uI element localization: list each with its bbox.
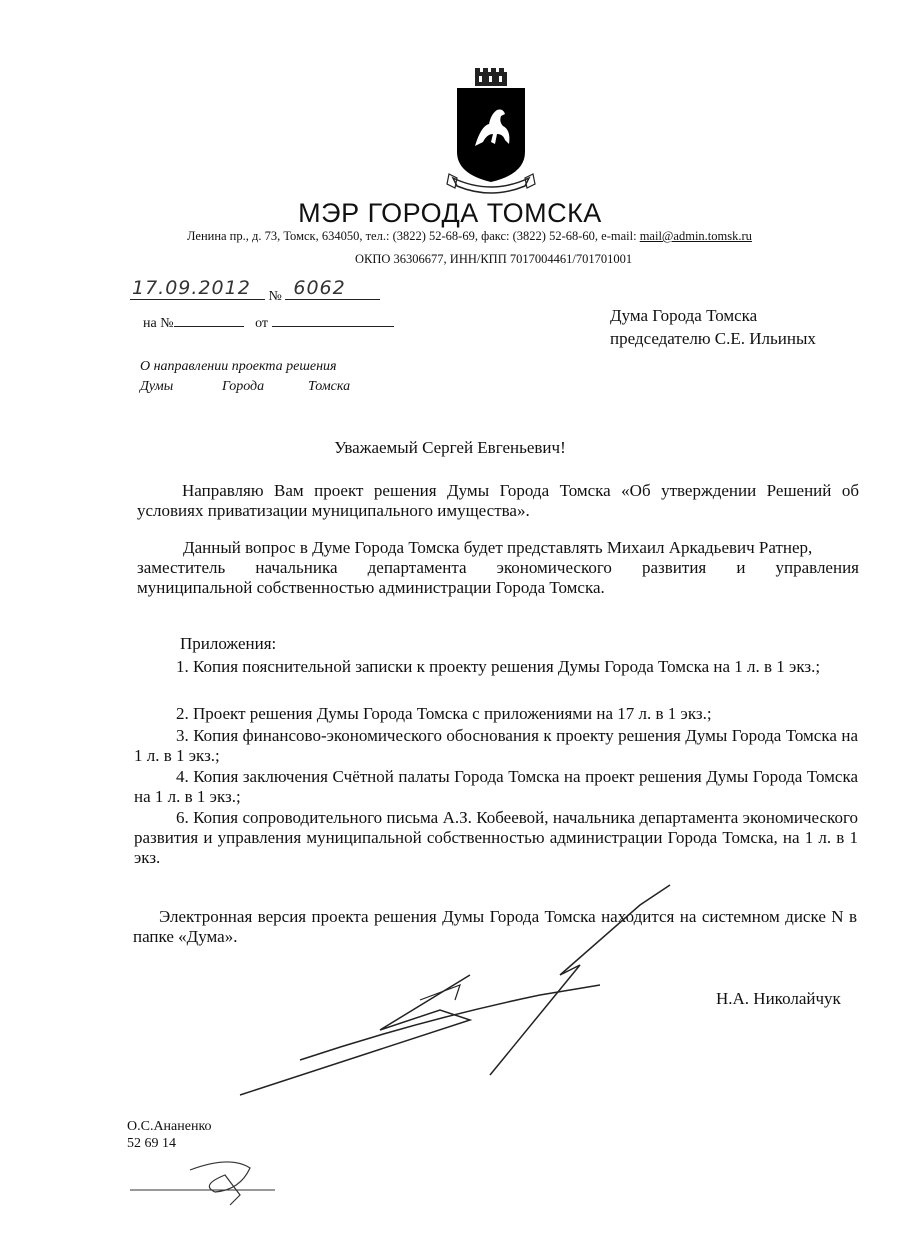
body-paragraph: Направляю Вам проект решения Думы Города Томска «Об утверждении Решений об условиях приватизации муниципального имущества». bbox=[137, 481, 859, 520]
electronic-version-note: Электронная версия проекта решения Думы Города Томска находится на системном диске N в папке «Дума». bbox=[133, 907, 857, 946]
paragraph-line: Данный вопрос в Думе Города Томска будет представлять Михаил Аркадьевич Ратнер, bbox=[183, 538, 813, 557]
executor-block bbox=[127, 1118, 212, 1152]
greeting: Уважаемый Сергей Евгеньевич! bbox=[334, 438, 566, 457]
ref-label: на № bbox=[143, 316, 174, 331]
number-label: № bbox=[268, 289, 282, 304]
handwritten-number: 6062 bbox=[293, 277, 346, 299]
paragraph-line: заместитель начальника департамента экономического развития и управления bbox=[137, 558, 859, 577]
subject-word: Думы bbox=[140, 379, 174, 394]
organization-codes: ОКПО 36306677, ИНН/КПП 7017004461/701701001 bbox=[355, 252, 633, 266]
attachment-item: 2. Проект решения Думы Города Томска с приложениями на 17 л. в 1 экз.; bbox=[176, 704, 712, 723]
subject-word: Города bbox=[222, 379, 265, 394]
recipient-org: Дума Города Томска bbox=[610, 306, 758, 325]
attachment-item: 4. Копия заключения Счётной палаты Города Томска на проект решения Думы Города Томска на 1 л. в 1 экз.; bbox=[134, 767, 858, 806]
attachments-heading: Приложения: bbox=[180, 634, 277, 653]
executor-phone: 52 69 14 bbox=[127, 1136, 176, 1151]
email-link[interactable]: mail@admin.tomsk.ru bbox=[639, 229, 752, 243]
subject-word: Томска bbox=[308, 379, 351, 394]
attachment-item: 3. Копия финансово-экономического обоснования к проекту решения Думы Города Томска на 1 л. в 1 экз.; bbox=[134, 726, 858, 765]
attachment-item: 1. Копия пояснительной записки к проекту решения Думы Города Томска на 1 л. в 1 экз.; bbox=[176, 657, 821, 676]
signer-name: Н.А. Николайчук bbox=[716, 989, 841, 1008]
executor-name: О.С.Ананенко bbox=[127, 1119, 212, 1134]
handwritten-date: 17.09.2012 bbox=[132, 277, 251, 299]
subject-line1: О направлении проекта решения bbox=[140, 359, 337, 374]
attachment-item: 6. Копия сопроводительного письма А.З. Кобеевой, начальника департамента экономического развития и управления муниципальной собственностью администрации Города Томска, на 1 л. в 1 экз. bbox=[134, 808, 858, 867]
from-label: от bbox=[255, 316, 269, 331]
document-title: МЭР ГОРОДА ТОМСКА bbox=[298, 198, 602, 228]
paragraph-line: муниципальной собственностью администрации Города Томска. bbox=[137, 578, 605, 597]
recipient-person: председателю С.Е. Ильиных bbox=[610, 329, 816, 348]
address-text: Ленина пр., д. 73, Томск, 634050, тел.: (3822) 52-68-69, факс: (3822) 52-68-60, e-mail: bbox=[187, 229, 640, 243]
